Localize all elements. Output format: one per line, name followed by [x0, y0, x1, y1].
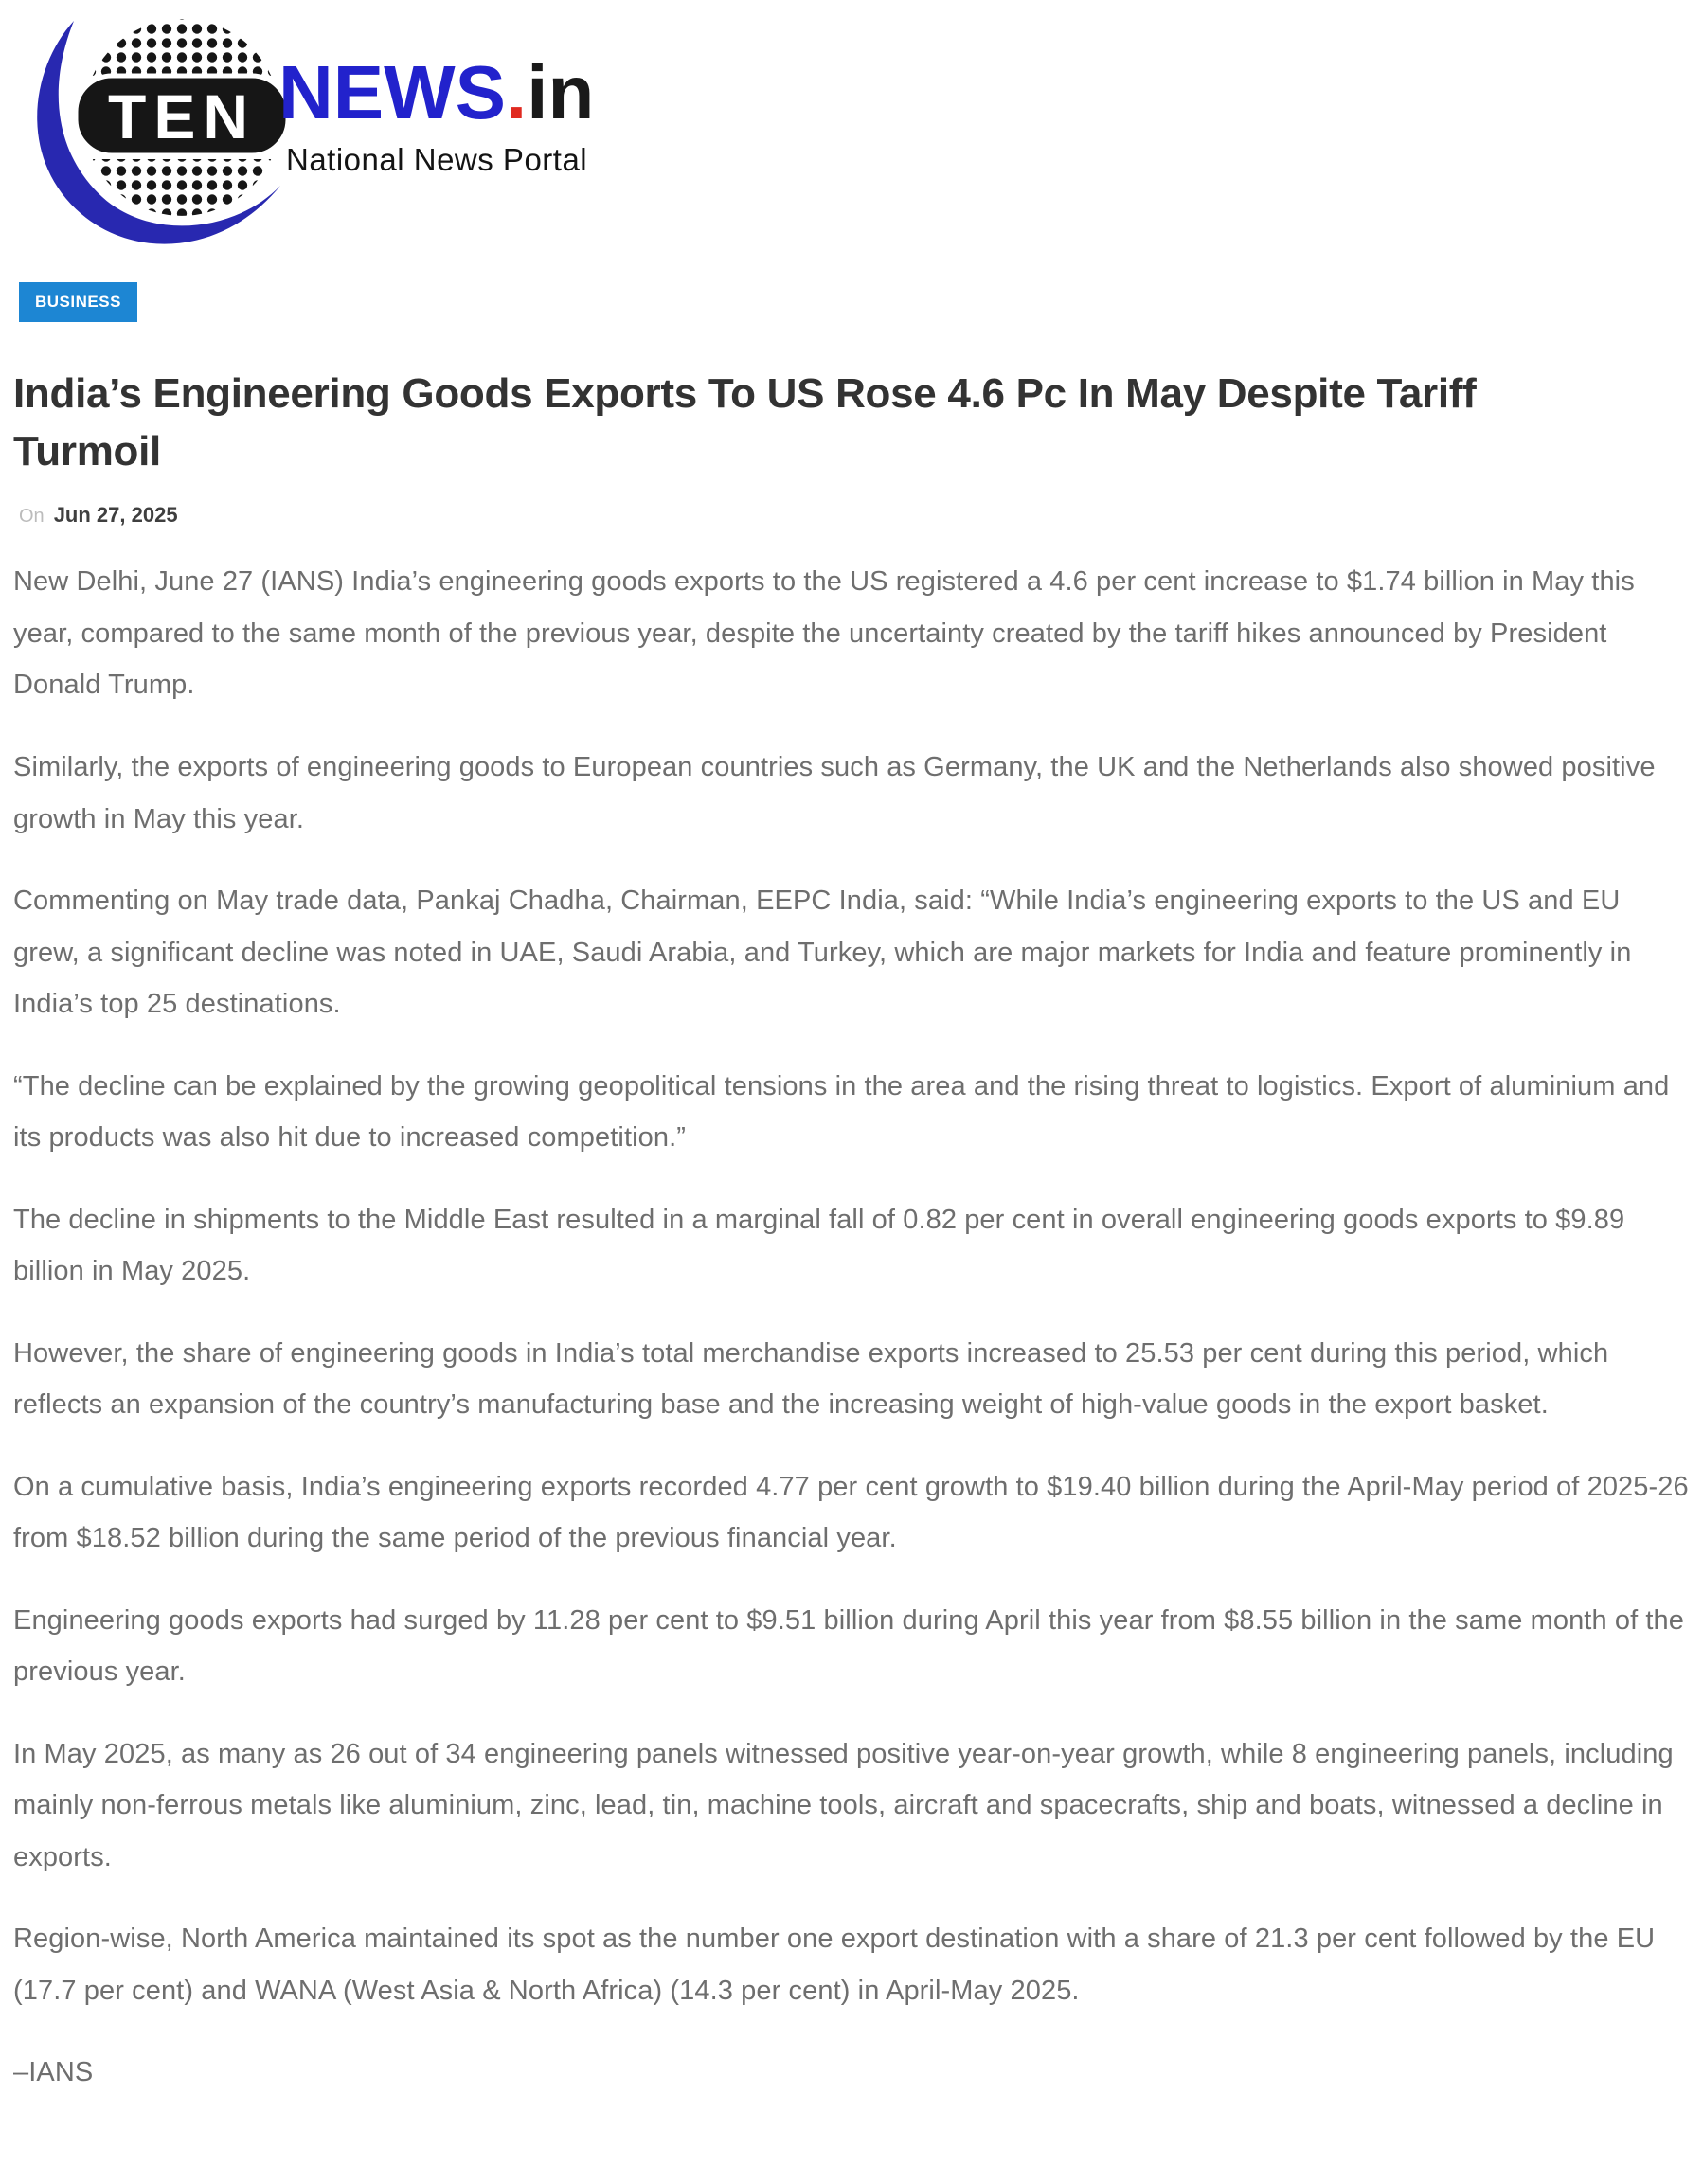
logo-dot: . — [506, 50, 528, 134]
article-paragraph: Region-wise, North America maintained its spot as the number one export destination with a share of 21.3 per cent followed by the EU (17.7 per cent) and WANA (West Asia & North Africa) (14.3 per cent) in April-May 2025. — [13, 1924, 1656, 2006]
logo-text — [278, 50, 595, 178]
category-badge-business[interactable]: BUSINESS — [19, 282, 137, 322]
article-paragraph: New Delhi, June 27 (IANS) India’s engineering goods exports to the US registered a 4.6 per cent increase to $1.74 billion in May this year, compared to the same month of the previous year, despite the uncertainty created by the tariff hikes announced by President Donald Trump. — [13, 566, 1635, 701]
globe-dots-top — [93, 19, 271, 76]
site-logo[interactable] — [21, 8, 684, 246]
logo-news: NEWS — [278, 50, 506, 134]
article-date: Jun 27, 2025 — [53, 503, 178, 528]
globe-icon — [23, 8, 293, 246]
article-body — [13, 556, 1690, 2098]
article-paragraph: Similarly, the exports of engineering goods to European countries such as Germany, the UK and the Netherlands also showed positive growth in May this year. — [13, 751, 1656, 834]
article-paragraph: Commenting on May trade data, Pankaj Chadha, Chairman, EEPC India, said: “While India’s engineering exports to the US and EU grew, a significant decline was noted in UAE, Saudi Arabia, and Turkey, which are major markets for India and feature prominently in India’s top 25 destinations. — [13, 886, 1632, 1020]
article-paragraph: The decline in shipments to the Middle East resulted in a marginal fall of 0.82 per cent in overall engineering goods exports to $9.89 billion in May 2025. — [13, 1204, 1625, 1287]
logo-wordmark — [278, 50, 595, 134]
globe-dots-bottom — [93, 159, 271, 216]
logo-tagline: National News Portal — [286, 142, 588, 177]
article-meta — [19, 503, 1703, 528]
article-paragraph: On a cumulative basis, India’s engineering exports recorded 4.77 per cent growth to $19.40 billion during the April-May period of 2025-26 from $18.52 billion during the same period of the previous financial year. — [13, 1471, 1689, 1554]
date-prefix: On — [19, 506, 45, 528]
article-title: India’s Engineering Goods Exports To US Rose 4.6 Pc In May Despite Tariff Turmoil — [13, 370, 1477, 474]
article-paragraph: Engineering goods exports had surged by 11.28 per cent to $9.51 billion during April this year from $8.55 billion in the same month of the previous year. — [13, 1604, 1685, 1688]
page — [0, 8, 1703, 2184]
article-paragraph: However, the share of engineering goods in India’s total merchandise exports increased to 25.53 per cent during this period, which reflects an expansion of the country’s manufacturing base and the increasing weight of high-value goods in the export basket. — [13, 1337, 1609, 1421]
ten-text: TEN — [108, 81, 256, 152]
article-paragraph: “The decline can be explained by the growing geopolitical tensions in the area and the rising threat to logistics. Export of aluminium and its products was also hit due to increased competition.” — [13, 1070, 1670, 1154]
logo-in: in — [527, 50, 595, 134]
article-paragraph: In May 2025, as many as 26 out of 34 engineering panels witnessed positive year-on-year growth, while 8 engineering panels, including mainly non-ferrous metals like aluminium, zinc, lead, tin, machine tools, aircraft and spacecrafts, ship and boats, witnessed a decline in exports. — [13, 1738, 1674, 1872]
article-paragraph: –IANS — [13, 2057, 94, 2088]
